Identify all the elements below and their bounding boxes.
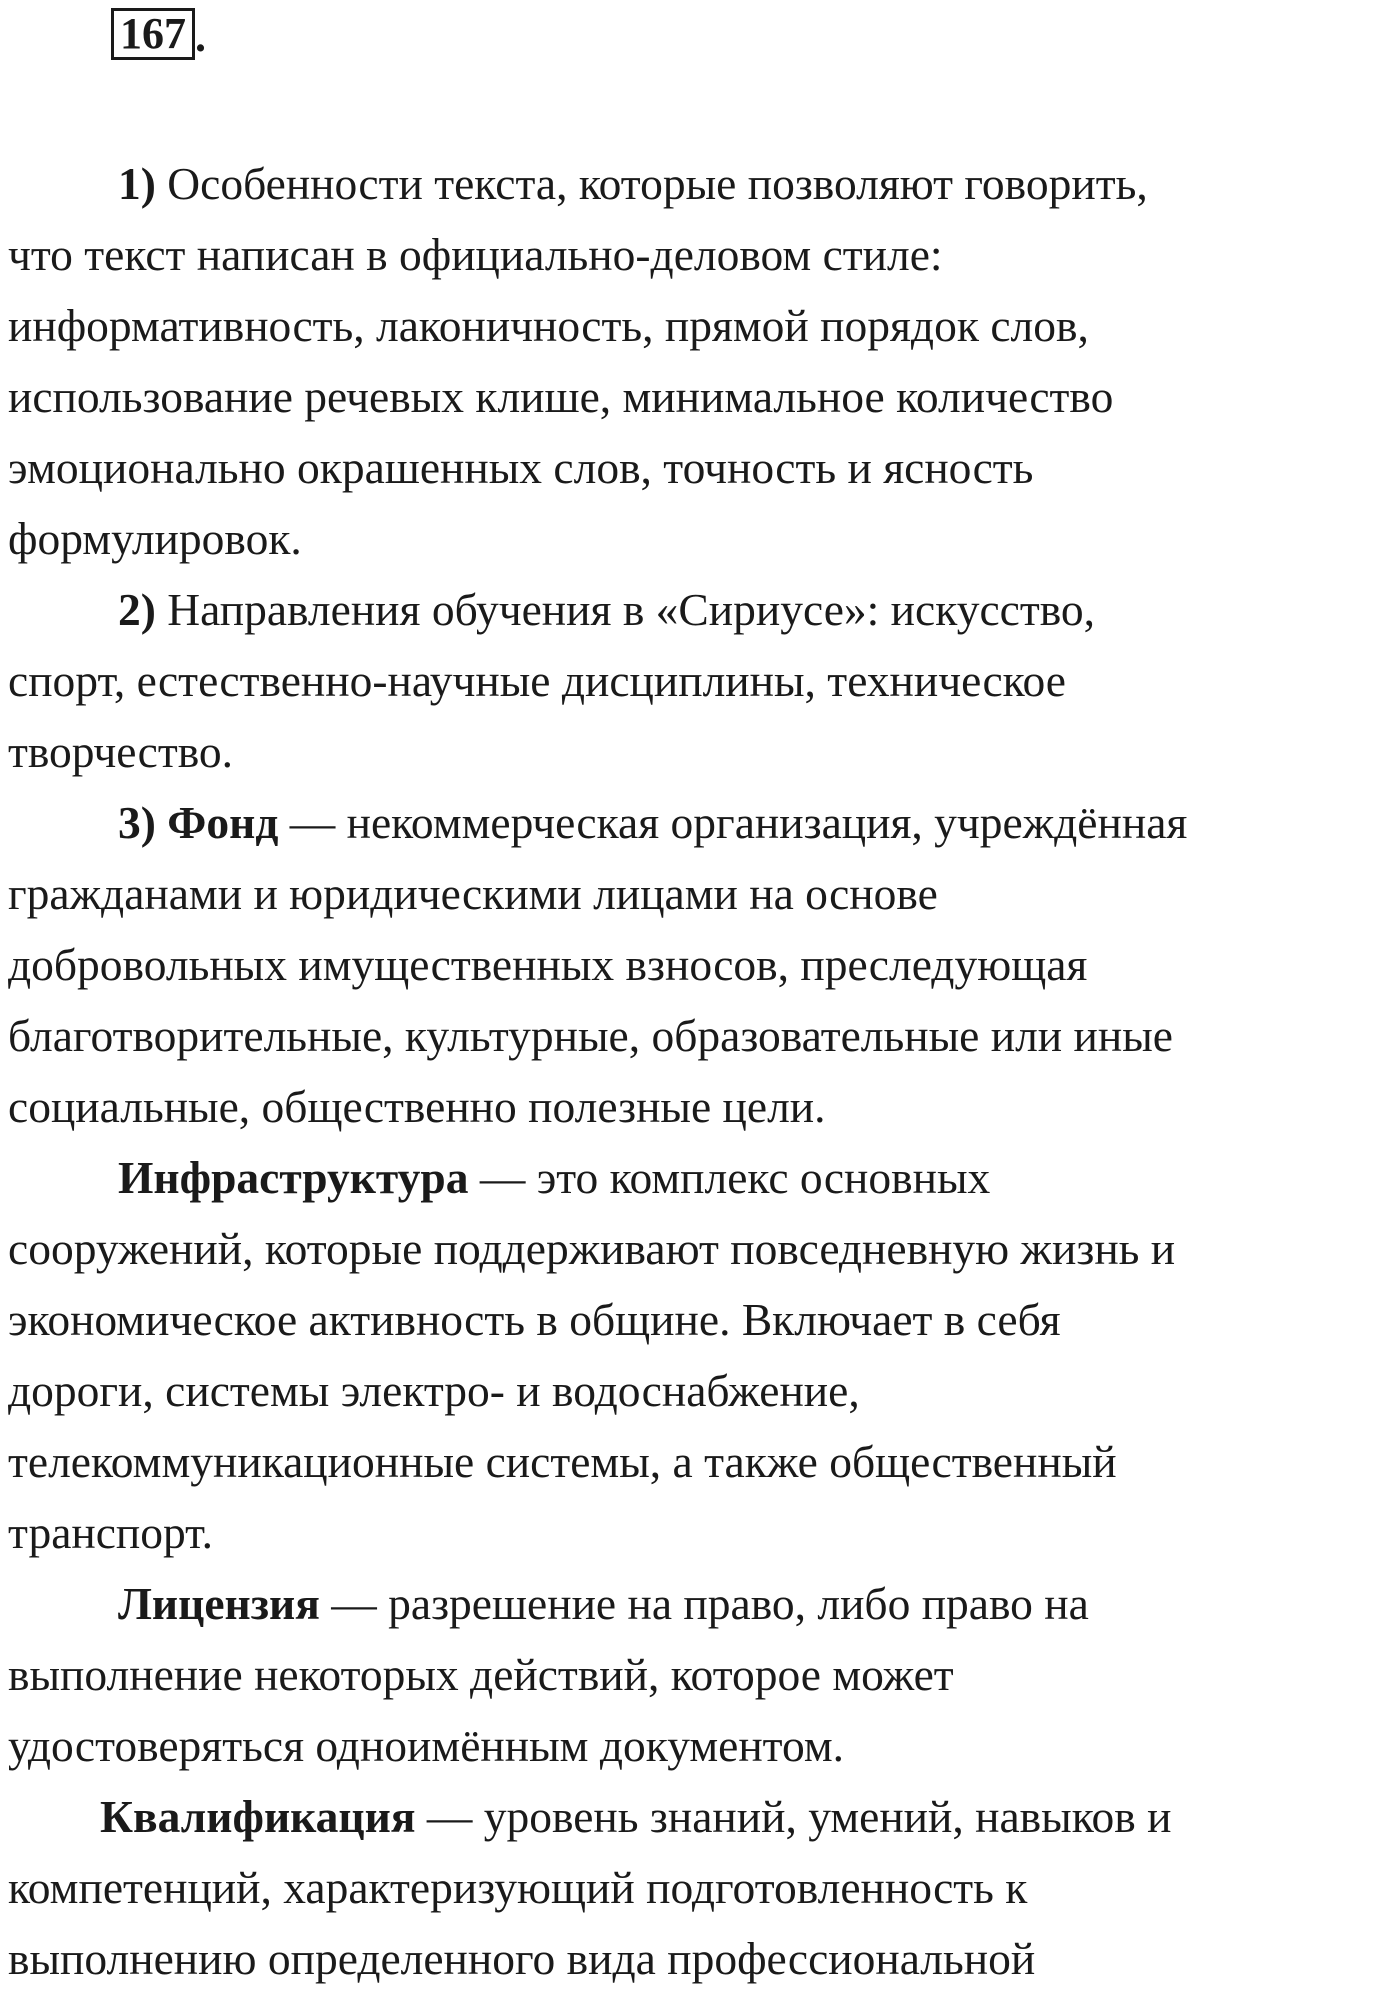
term-infrastructure: Инфраструктура <box>118 1152 469 1203</box>
paragraph-line <box>8 148 1392 219</box>
paragraph-line: выполнение некоторых действий, которое может <box>8 1649 954 1700</box>
term-qualification: Квалификация <box>100 1791 416 1842</box>
paragraph-line <box>8 1781 1392 1852</box>
paragraph-line: творчество. <box>8 726 234 777</box>
paragraph-line <box>8 1142 1392 1213</box>
paragraph-4 <box>8 1142 1392 1568</box>
paragraph-1 <box>8 148 1392 574</box>
paragraph-line: экономическое активность в общине. Включает в себя <box>8 1294 1061 1345</box>
item-marker: 1) <box>118 158 156 209</box>
paragraph-5 <box>8 1568 1392 1781</box>
paragraph-line: формулировок. <box>8 513 302 564</box>
paragraph-line: благотворительные, культурные, образовательные или иные <box>8 1010 1173 1061</box>
line-text: — это комплекс основных <box>468 1152 991 1203</box>
paragraph-line: информативность, лаконичность, прямой порядок слов, <box>8 300 1089 351</box>
line-text: — уровень знаний, умений, навыков и <box>415 1791 1172 1842</box>
term-license: Лицензия <box>118 1578 320 1629</box>
paragraph-2 <box>8 574 1392 787</box>
paragraph-line <box>8 787 1392 858</box>
paragraph-line: использование речевых клише, минимальное количество <box>8 371 1114 422</box>
paragraph-line: телекоммуникационные системы, а также общественный <box>8 1436 1117 1487</box>
paragraph-line: гражданами и юридическими лицами на основе <box>8 868 938 919</box>
paragraph-line <box>8 1568 1392 1639</box>
paragraph-line: сооружений, которые поддерживают повседневную жизнь и <box>8 1223 1176 1274</box>
paragraph-line: добровольных имущественных взносов, преследующая <box>8 939 1088 990</box>
paragraph-3 <box>8 787 1392 1142</box>
item-marker: 2) <box>118 584 156 635</box>
task-number <box>111 8 206 60</box>
line-text: — разрешение на право, либо право на <box>319 1578 1089 1629</box>
paragraph-line: компетенций, характеризующий подготовленность к <box>8 1862 1028 1913</box>
paragraph-line <box>8 574 1392 645</box>
line-text: Направления обучения в «Сириусе»: искусство, <box>155 584 1096 635</box>
paragraph-line: удостоверяться одноимённым документом. <box>8 1720 845 1771</box>
paragraph-line: эмоционально окрашенных слов, точность и ясность <box>8 442 1034 493</box>
paragraph-line: выполнению определенного вида профессиональной <box>8 1933 1036 1984</box>
paragraph-line: спорт, естественно-научные дисциплины, техническое <box>8 655 1066 706</box>
term-fond: 3) Фонд <box>118 797 279 848</box>
paragraph-6 <box>8 1781 1392 1994</box>
line-text: Особенности текста, которые позволяют говорить, <box>155 158 1148 209</box>
paragraph-line: что текст написан в официально-деловом стиле: <box>8 229 943 280</box>
paragraph-line: транспорт. <box>8 1507 214 1558</box>
paragraph-line: дороги, системы электро- и водоснабжение, <box>8 1365 860 1416</box>
answer-text <box>8 148 1392 1994</box>
task-number-box: 167 <box>111 8 195 60</box>
task-number-dot: . <box>195 12 206 61</box>
line-text: — некоммерческая организация, учреждённая <box>278 797 1188 848</box>
paragraph-line: социальные, общественно полезные цели. <box>8 1081 826 1132</box>
